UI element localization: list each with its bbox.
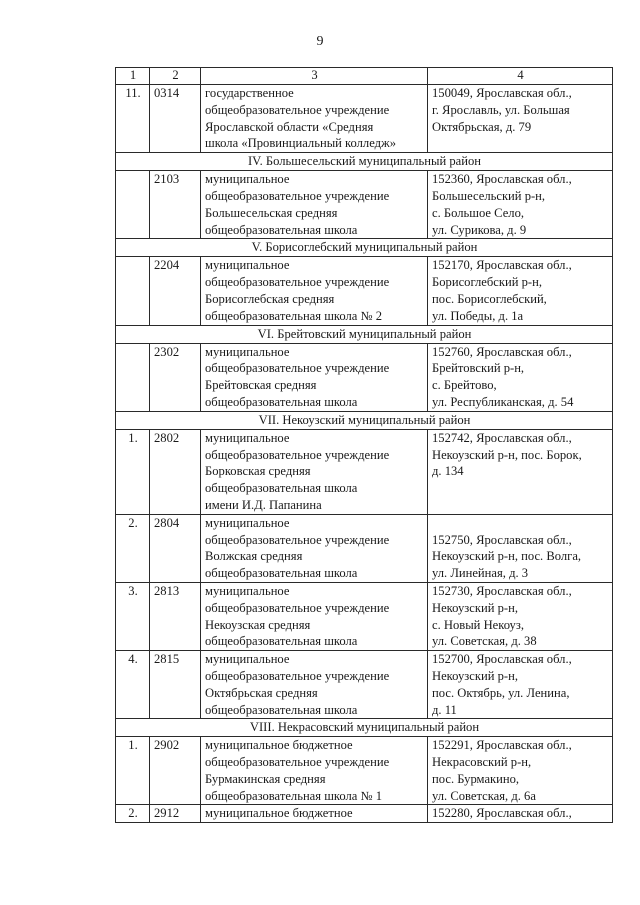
table-row <box>116 805 613 823</box>
institution-name <box>201 514 428 582</box>
institution-name-line: муниципальное <box>205 515 290 530</box>
section-row <box>116 325 613 343</box>
table-row <box>116 85 613 153</box>
institution-code: 2103 <box>150 171 201 239</box>
address-line: с. Большое Село, <box>432 205 525 220</box>
institutions-table-body <box>116 68 613 823</box>
row-number: 4. <box>116 651 150 719</box>
institution-name <box>201 582 428 650</box>
institution-name-line: общеобразовательная школа <box>205 702 358 717</box>
institution-name-line: муниципальное <box>205 172 290 187</box>
institution-address <box>428 343 613 411</box>
table-row <box>116 171 613 239</box>
table-row <box>116 257 613 325</box>
institution-name <box>201 171 428 239</box>
address-line <box>432 515 609 532</box>
address-line: Некоузский р-н, <box>432 668 518 683</box>
institution-name-line: общеобразовательная школа <box>205 222 358 237</box>
institution-name <box>201 805 428 823</box>
institution-name-line: общеобразовательная школа <box>205 566 358 581</box>
address-line: Брейтовский р-н, <box>432 361 525 376</box>
institution-address <box>428 429 613 514</box>
address-line: 152291, Ярославская обл., <box>432 738 572 753</box>
institution-code: 2802 <box>150 429 201 514</box>
row-number: 2. <box>116 805 150 823</box>
institution-name-line: муниципальное <box>205 344 290 359</box>
institution-name-line: общеобразовательная школа <box>205 481 358 496</box>
section-title: V. Борисоглебский муниципальный район <box>116 239 613 257</box>
institution-code: 0314 <box>150 85 201 153</box>
institution-name-line: муниципальное <box>205 258 290 273</box>
institution-code: 2204 <box>150 257 201 325</box>
row-number <box>116 171 150 239</box>
header-cell-2: 2 <box>150 68 201 85</box>
institution-name-line: Большесельская средняя <box>205 205 338 220</box>
institution-name-line: общеобразовательная школа <box>205 394 358 409</box>
address-line: Октябрьская, д. 79 <box>432 119 532 134</box>
institution-name-line: Борисоглебская средняя <box>205 291 335 306</box>
table-header-row <box>116 68 613 85</box>
address-line: Некоузский р-н, пос. Волга, <box>432 549 582 564</box>
institution-name-line: Борковская средняя <box>205 464 311 479</box>
institution-name-line: общеобразовательное учреждение <box>205 668 390 683</box>
institution-name-line: муниципальное <box>205 430 290 445</box>
institution-name <box>201 429 428 514</box>
row-number: 1. <box>116 737 150 805</box>
institution-name-line: муниципальное <box>205 652 290 667</box>
table-row <box>116 582 613 650</box>
institution-name <box>201 85 428 153</box>
address-line: 152730, Ярославская обл., <box>432 583 572 598</box>
institution-code: 2302 <box>150 343 201 411</box>
address-line: д. 134 <box>432 464 464 479</box>
address-line: ул. Советская, д. 38 <box>432 634 537 649</box>
address-line: с. Брейтово, <box>432 378 497 393</box>
address-line: пос. Бурмакино, <box>432 771 520 786</box>
row-number: 1. <box>116 429 150 514</box>
section-title: VI. Брейтовский муниципальный район <box>116 325 613 343</box>
header-cell-3: 3 <box>201 68 428 85</box>
institution-code: 2804 <box>150 514 201 582</box>
institution-name <box>201 737 428 805</box>
institution-code: 2912 <box>150 805 201 823</box>
institution-name-line: общеобразовательное учреждение <box>205 447 390 462</box>
institution-name-line: муниципальное <box>205 583 290 598</box>
institution-name-line: общеобразовательное учреждение <box>205 361 390 376</box>
address-line: Большесельский р-н, <box>432 188 546 203</box>
address-line: 152170, Ярославская обл., <box>432 258 572 273</box>
address-line: д. 11 <box>432 702 457 717</box>
institution-code: 2813 <box>150 582 201 650</box>
institution-address <box>428 171 613 239</box>
institution-name-line: общеобразовательное учреждение <box>205 755 390 770</box>
institution-code: 2902 <box>150 737 201 805</box>
address-line: Некоузский р-н, пос. Борок, <box>432 447 582 462</box>
address-line: Некоузский р-н, <box>432 600 518 615</box>
institution-address <box>428 582 613 650</box>
institution-name-line: общеобразовательная школа <box>205 634 358 649</box>
section-row <box>116 153 613 171</box>
address-line: 152360, Ярославская обл., <box>432 172 572 187</box>
institution-name-line: государственное <box>205 86 294 100</box>
institution-name-line: Волжская средняя <box>205 549 303 564</box>
section-title: IV. Большесельский муниципальный район <box>116 153 613 171</box>
institution-name-line: Ярославской области «Средняя <box>205 119 374 134</box>
address-line: пос. Октябрь, ул. Ленина, <box>432 685 570 700</box>
section-row <box>116 719 613 737</box>
address-line: ул. Победы, д. 1а <box>432 308 524 323</box>
institution-address <box>428 737 613 805</box>
address-line: 152280, Ярославская обл., <box>432 806 572 821</box>
section-title: VIII. Некрасовский муниципальный район <box>116 719 613 737</box>
header-cell-4: 4 <box>428 68 613 85</box>
institution-code: 2815 <box>150 651 201 719</box>
institution-address <box>428 514 613 582</box>
address-line: с. Новый Некоуз, <box>432 617 524 632</box>
institution-name-line: имени И.Д. Папанина <box>205 497 322 512</box>
institution-name-line: общеобразовательное учреждение <box>205 532 390 547</box>
address-line: ул. Линейная, д. 3 <box>432 566 529 581</box>
institutions-table <box>115 67 613 823</box>
institution-name <box>201 343 428 411</box>
address-line: Некрасовский р-н, <box>432 755 532 770</box>
address-line: 152700, Ярославская обл., <box>432 652 572 667</box>
institution-name-line: общеобразовательная школа № 1 <box>205 788 383 803</box>
institution-name <box>201 651 428 719</box>
address-line: Борисоглебский р-н, <box>432 275 542 290</box>
address-line: 150049, Ярославская обл., <box>432 86 572 100</box>
institution-name-line: Брейтовская средняя <box>205 378 317 393</box>
institution-name-line: общеобразовательное учреждение <box>205 102 390 117</box>
table-row <box>116 514 613 582</box>
institution-name <box>201 257 428 325</box>
institution-name-line: общеобразовательное учреждение <box>205 275 390 290</box>
institution-name-line: общеобразовательное учреждение <box>205 600 390 615</box>
address-line: г. Ярославль, ул. Большая <box>432 102 570 117</box>
address-line: 152760, Ярославская обл., <box>432 344 572 359</box>
institution-address <box>428 651 613 719</box>
row-number: 3. <box>116 582 150 650</box>
institution-address <box>428 85 613 153</box>
institution-name-line: Бурмакинская средняя <box>205 771 326 786</box>
table-row <box>116 737 613 805</box>
institution-name-line: общеобразовательная школа № 2 <box>205 308 383 323</box>
table-row <box>116 429 613 514</box>
address-line: 152750, Ярославская обл., <box>432 532 572 547</box>
address-line: ул. Сурикова, д. 9 <box>432 222 527 237</box>
address-line: ул. Советская, д. 6а <box>432 788 536 803</box>
address-line: 152742, Ярославская обл., <box>432 430 572 445</box>
institution-address <box>428 805 613 823</box>
table-row <box>116 343 613 411</box>
row-number <box>116 257 150 325</box>
institution-name-line: муниципальное бюджетное <box>205 806 353 821</box>
row-number <box>116 343 150 411</box>
section-row <box>116 411 613 429</box>
page-number: 9 <box>316 34 324 49</box>
row-number: 11. <box>116 85 150 153</box>
institution-name-line: школа «Провинциальный колледж» <box>205 136 397 151</box>
address-line: пос. Борисоглебский, <box>432 291 547 306</box>
institution-address <box>428 257 613 325</box>
institution-name-line: муниципальное бюджетное <box>205 738 353 753</box>
address-line: ул. Республиканская, д. 54 <box>432 394 574 409</box>
institution-name-line: Октябрьская средняя <box>205 685 318 700</box>
institution-name-line: общеобразовательное учреждение <box>205 188 390 203</box>
table-row <box>116 651 613 719</box>
header-cell-1: 1 <box>116 68 150 85</box>
section-title: VII. Некоузский муниципальный район <box>116 411 613 429</box>
row-number: 2. <box>116 514 150 582</box>
section-row <box>116 239 613 257</box>
institution-name-line: Некоузская средняя <box>205 617 311 632</box>
